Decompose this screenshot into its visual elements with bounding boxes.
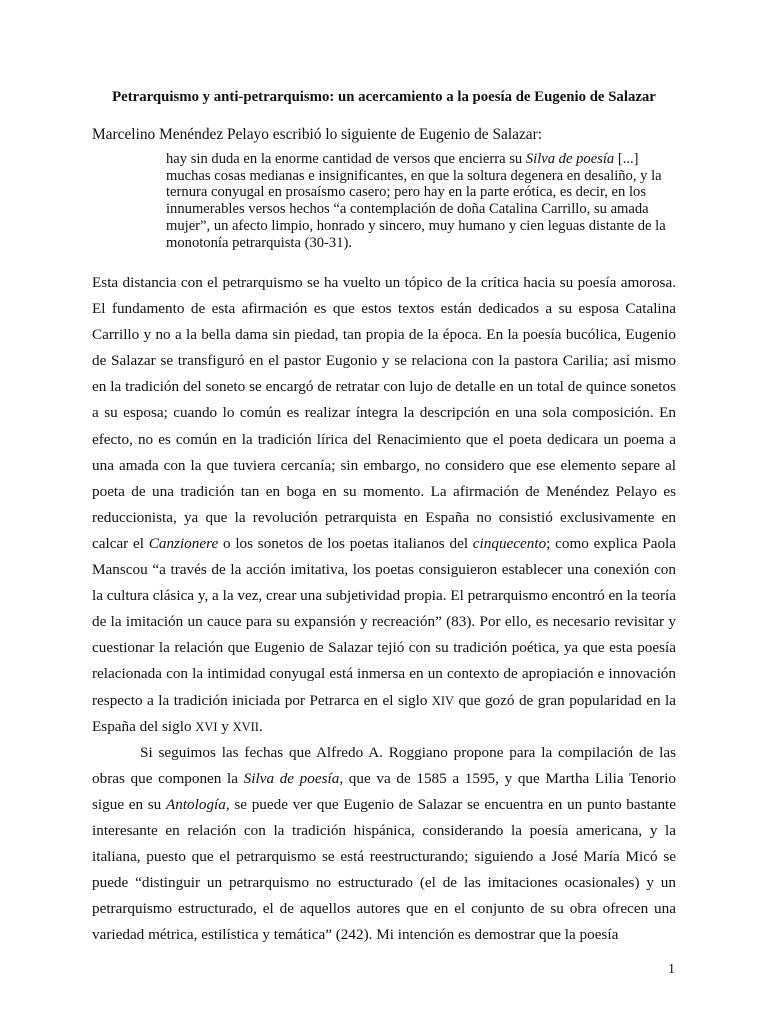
paragraph-text: que gozó de gran popularidad en la España del siglo xyxy=(92,691,676,735)
paragraph-text: ; como explica Paola Manscou “a través de la acción imitativa, los poetas consiguieron establecer una conexión con la cultura clásica y, a la vez, crear una subjetividad propia. El petrarquismo encontró en la teoría de la imitación un cauce para su expansión y recreación” (83). Por ello, es necesario revisitar y cuestionar la relación que Eugenio de Salazar tejió con su tradición poética, ya que esta poesía relacionada con la intimidad conyugal está inmersa en un contexto de apropiación e innovación respecto a la tradición iniciada por Petrarca en el siglo xyxy=(92,534,677,709)
century-numeral: XVI xyxy=(195,719,218,734)
century-numeral: XVII xyxy=(232,719,259,734)
paragraph-2 xyxy=(92,740,676,949)
quote-text: [...] muchas cosas medianas e insignificantes, en que la soltura degenera en desaliño, y la ternura conyugal en prosaísmo casero; pero hay en la parte erótica, es decir, en los innumerables versos hechos “a contemplación de doña Catalina Carrillo, su amada mujer”, un afecto limpio, honrado y sincero, muy humano y cien leguas distante de la monotonía petrarquista (30-31). xyxy=(166,151,666,251)
block-quote xyxy=(166,151,676,251)
italic-term: cinquecento xyxy=(472,534,547,552)
paragraph-text: Si seguimos las fechas que Alfredo A. Roggiano propone para la compilación de las obras que componen la xyxy=(92,743,676,787)
italic-term: Antología xyxy=(165,795,226,813)
paragraph-1 xyxy=(92,270,676,740)
quote-text: hay sin duda en la enorme cantidad de versos que encierra su xyxy=(166,151,526,167)
quote-work-title: Silva de poesía xyxy=(525,151,615,167)
paragraph-text: y xyxy=(217,717,233,735)
paragraph-text: o los sonetos de los poetas italianos del xyxy=(218,534,473,552)
intro-paragraph: Marcelino Menéndez Pelayo escribió lo siguiente de Eugenio de Salazar: xyxy=(92,126,543,143)
paragraph-text: , que va de 1585 a 1595, y que Martha Lilia Tenorio sigue en su xyxy=(92,769,677,813)
paragraph-text: , se puede ver que Eugenio de Salazar se encuentra en un punto bastante interesante en relación con la tradición hispánica, considerando la poesía americana, y la italiana, puesto que el petrarquismo se está reestructurando; siguiendo a José María Micó se puede “distinguir un petrarquismo no estructurado (el de las imitaciones ocasionales) y un petrarquismo estructurado, el de aquellos autores que en el conjunto de su obra ofrecen una variedad métrica, estilística y temática” (242). Mi intención es demostrar que la poesía xyxy=(92,795,677,944)
italic-term: Silva de poesía xyxy=(243,769,340,787)
paragraph-text: . xyxy=(258,717,263,735)
century-numeral: XIV xyxy=(431,693,455,708)
body-text xyxy=(92,270,676,948)
paragraph-text: Esta distancia con el petrarquismo se ha vuelto un tópico de la crítica hacia su poesía amorosa. El fundamento de esta afirmación es que estos textos están dedicados a su esposa Catalina Carrillo y no a la bella dama sin piedad, tan propia de la época. En la poesía bucólica, Eugenio de Salazar se transfiguró en el pastor Eugonio y se relaciona con la pastora Carilia; así mismo en la tradición del soneto se encargó de retratar con lujo de detalle en un total de quince sonetos a su esposa; cuando lo común es realizar íntegra la descripción en una sola composición. En efecto, no es común en la tradición lírica del Renacimiento que el poeta dedicara un poema a una amada con la que tuviera cercanía; sin embargo, no considero que ese elemento separe al poeta de una tradición tan en boga en su momento. La afirmación de Menéndez Pelayo es reduccionista, ya que la revolución petrarquista en España no consistió exclusivamente en calcar el xyxy=(92,274,676,552)
italic-term: Canzionere xyxy=(148,534,219,552)
page-number: 1 xyxy=(668,962,675,977)
document-title: Petrarquismo y anti-petrarquismo: un acercamiento a la poesía de Eugenio de Salazar xyxy=(112,89,656,105)
